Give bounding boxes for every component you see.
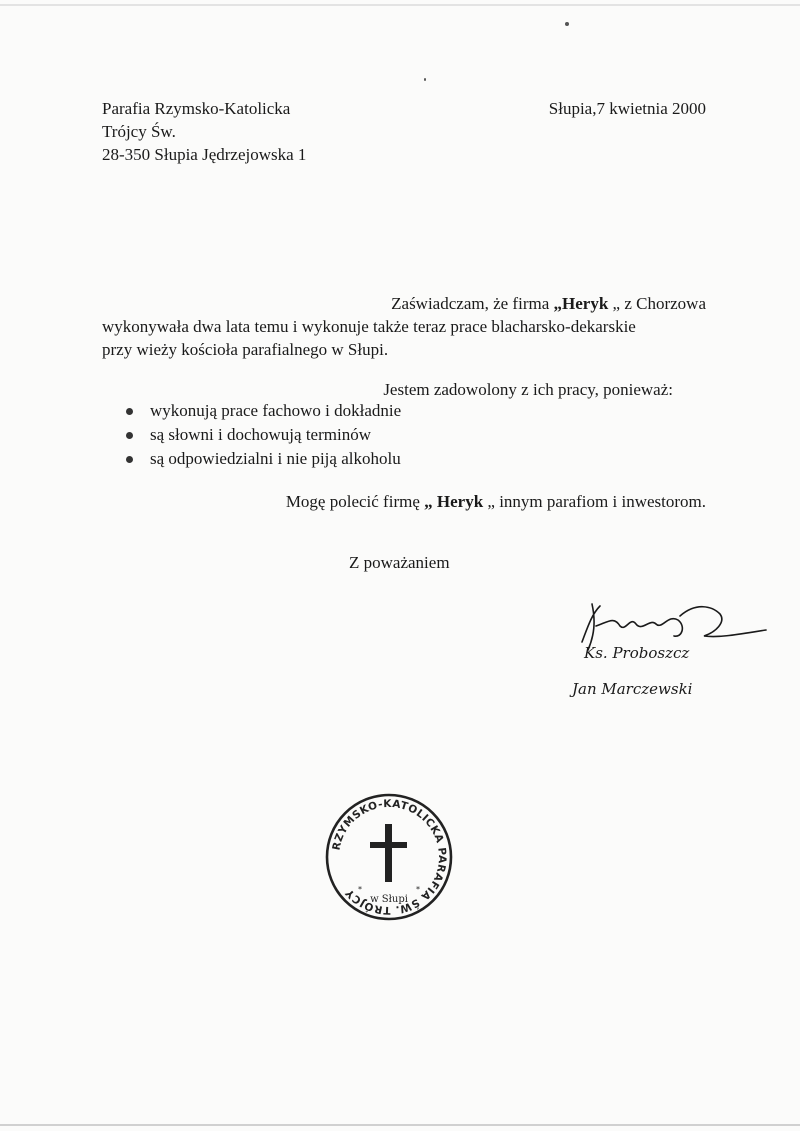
para1-post: „ z Chorzowa	[608, 294, 706, 313]
reason-text: są słowni i dochowują terminów	[150, 425, 371, 444]
bullet-icon	[126, 456, 133, 463]
recommend-post: „ innym parafiom i inwestorom.	[483, 492, 706, 511]
scan-bottom-edge	[0, 1124, 800, 1126]
scan-speck	[565, 22, 569, 26]
satisfaction-line: Jestem zadowolony z ich pracy, ponieważ:	[383, 380, 673, 399]
svg-text:*: *	[416, 885, 420, 894]
para1-company: „Heryk	[553, 294, 609, 313]
stamp-ring-text: RZYMSKO-KATOLICKA PARAFIA ŚW. TRÓJCY	[330, 797, 449, 917]
para1-pre: Zaświadczam, że firma	[391, 294, 554, 313]
letter-date: Słupia,7 kwietnia 2000	[548, 99, 706, 118]
stamp-bottom-text: w Słupi	[370, 894, 408, 905]
bullet-icon	[126, 408, 133, 415]
reason-text: wykonują prace fachowo i dokładnie	[150, 401, 402, 420]
reason-text: są odpowiedzialni i nie piją alkoholu	[150, 449, 401, 468]
signatory-name: Jan Marczewski	[572, 680, 693, 698]
recommend-pre: Mogę polecić firmę	[285, 492, 425, 511]
recommend-line	[286, 491, 706, 513]
sender-line-1: Parafia Rzymsko-Katolicka	[102, 99, 291, 118]
svg-text:*: *	[358, 885, 362, 894]
closing-line: Z poważaniem	[349, 553, 450, 572]
scan-top-edge	[0, 4, 800, 6]
recommend-company: „ Heryk	[424, 492, 484, 511]
signatory-title: Ks. Proboszcz	[584, 644, 690, 662]
para1-line-2: wykonywała dwa lata temu i wykonuje także teraz prace blacharsko-dekarskie	[102, 317, 636, 336]
bullet-icon	[126, 432, 133, 439]
sender-line-3: 28-350 Słupia Jędrzejowska 1	[102, 145, 307, 164]
sender-line-2: Trójcy Św.	[102, 122, 176, 141]
scan-speck	[424, 78, 426, 81]
para1-line-3: przy wieży kościoła parafialnego w Słupi.	[102, 340, 389, 359]
parish-stamp	[324, 792, 454, 922]
para1-line-1	[391, 293, 706, 315]
